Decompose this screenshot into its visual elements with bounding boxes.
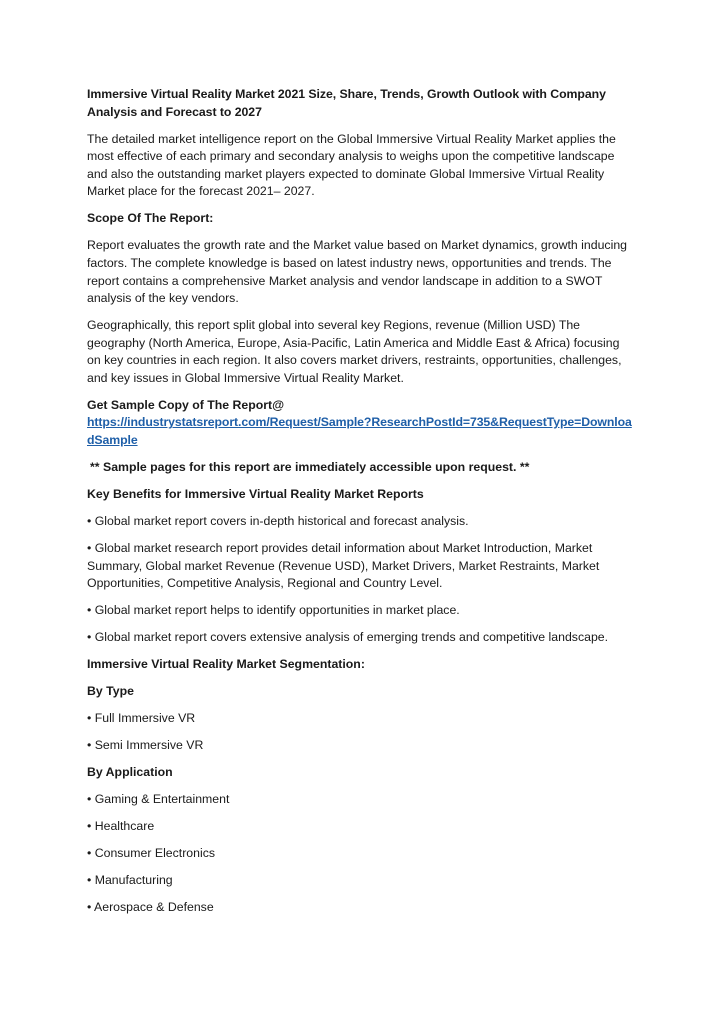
segmentation-heading: Immersive Virtual Reality Market Segmentation: <box>87 657 365 672</box>
benefit-item: • Global market report covers extensive analysis of emerging trends and competitive landscape. <box>87 630 609 645</box>
sample-notice: ** Sample pages for this report are immediately accessible upon request. ** <box>90 460 530 475</box>
application-item: • Gaming & Entertainment <box>87 792 230 807</box>
scope-paragraph: Report evaluates the growth rate and the Market value based on Market dynamics, growth inducing factors. The complete knowledge is based on latest industry news, opportunities and trends. The report contains a comprehensive Market analysis and vendor landscape in addition to a SWOT analysis of the key vendors. <box>87 238 627 306</box>
by-application-heading: By Application <box>87 765 173 780</box>
intro-paragraph: The detailed market intelligence report on the Global Immersive Virtual Reality Market applies the most effective of each primary and secondary analysis to weighs upon the competitive landscape and also the outstanding market players expected to dominate Global Immersive Virtual Reality Market place for the forecast 2021– 2027. <box>87 131 616 199</box>
scope-heading: Scope Of The Report: <box>87 211 214 226</box>
by-type-heading: By Type <box>87 684 134 699</box>
sample-section <box>87 397 635 450</box>
benefit-item: • Global market report covers in-depth historical and forecast analysis. <box>87 514 469 528</box>
application-item: • Aerospace & Defense <box>87 899 214 914</box>
application-item: • Consumer Electronics <box>87 846 216 861</box>
benefit-item: • Global market research report provides detail information about Market Introduction, Market Summary, Global market Revenue (Revenue USD), Market Drivers, Market Restraints, Market Opportunities, Competitive Analysis, Regional and Country Level. <box>87 540 600 591</box>
type-item: • Semi Immersive VR <box>87 738 204 753</box>
benefit-item: • Global market report helps to identify opportunities in market place. <box>87 603 460 618</box>
document-title: Immersive Virtual Reality Market 2021 Size, Share, Trends, Growth Outlook with Company Analysis and Forecast to 2027 <box>87 87 606 119</box>
document-page <box>87 86 635 926</box>
application-item: • Manufacturing <box>87 873 173 887</box>
geography-paragraph: Geographically, this report split global into several key Regions, revenue (Million USD) The geography (North America, Europe, Asia-Pacific, Latin America and Middle East & Africa) focusing on key countries in each region. It also covers market drivers, restraints, opportunities, challenges, and key issues in Global Immersive Virtual Reality Market. <box>87 318 622 385</box>
sample-link[interactable]: https://industrystatsreport.com/Request/Sample?ResearchPostId=735&RequestType=DownloadSample <box>87 415 632 448</box>
sample-heading: Get Sample Copy of The Report@ <box>87 397 285 412</box>
benefits-heading: Key Benefits for Immersive Virtual Reality Market Reports <box>87 487 424 502</box>
application-item: • Healthcare <box>87 819 155 834</box>
type-item: • Full Immersive VR <box>87 711 196 726</box>
